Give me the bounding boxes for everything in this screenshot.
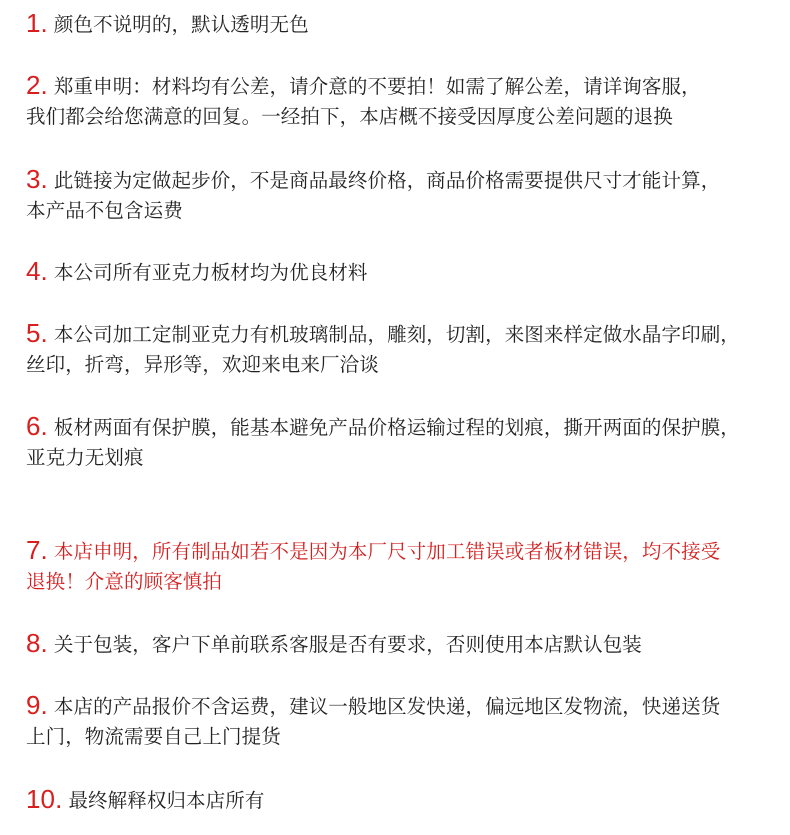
notice-line-continued: 丝印，折弯，异形等，欢迎来电来厂洽谈: [26, 353, 379, 376]
notice-item-2: [26, 70, 784, 132]
notice-line-continued: 亚克力无划痕: [26, 446, 144, 469]
notice-line: [26, 628, 784, 659]
notice-line: [26, 8, 784, 39]
item-text: 本店申明，所有制品如若不是因为本厂尺寸加工错误或者板材错误，均不接受: [53, 540, 721, 563]
notice-item-7: [26, 535, 784, 597]
notice-item-3: [26, 164, 784, 226]
notice-line: [26, 318, 784, 349]
item-text: 本公司加工定制亚克力有机玻璃制品，雕刻，切割，来图来样定做水晶字印刷，: [53, 323, 740, 346]
notice-item-8: [26, 628, 784, 659]
notice-item-1: [26, 8, 784, 39]
notice-line-continued: 本产品不包含运费: [26, 199, 183, 222]
item-text: 颜色不说明的，默认透明无色: [53, 13, 309, 36]
notice-line: [26, 690, 784, 721]
notice-line: [26, 784, 784, 815]
notice-item-5: [26, 318, 784, 380]
item-text: 板材两面有保护膜，能基本避免产品价格运输过程的划痕，撕开两面的保护膜，: [53, 416, 740, 439]
item-number: 5.: [26, 318, 48, 348]
item-text: 本店的产品报价不含运费，建议一般地区发快递，偏远地区发物流，快递送货: [53, 695, 721, 718]
item-text: 最终解释权归本店所有: [68, 789, 265, 812]
notice-item-9: [26, 690, 784, 752]
item-text: 郑重申明：材料均有公差，请介意的不要拍！如需了解公差，请详询客服，: [53, 75, 701, 98]
notice-line: [26, 411, 784, 442]
notice-line: [26, 70, 784, 101]
item-number: 4.: [26, 256, 48, 286]
item-number: 9.: [26, 690, 48, 720]
notice-line: [26, 164, 784, 195]
item-text: 此链接为定做起步价，不是商品最终价格，商品价格需要提供尺寸才能计算，: [53, 169, 721, 192]
item-text: 关于包装，客户下单前联系客服是否有要求，否则使用本店默认包装: [53, 633, 642, 656]
notice-line-continued: 退换！介意的顾客慎拍: [26, 570, 223, 593]
item-number: 6.: [26, 411, 48, 441]
item-number: 7.: [26, 535, 48, 565]
item-text: 本公司所有亚克力板材均为优良材料: [53, 261, 368, 284]
notice-item-10: [26, 784, 784, 815]
notice-item-4: [26, 256, 784, 287]
notice-line: [26, 256, 784, 287]
item-number: 3.: [26, 164, 48, 194]
notice-line-continued: 我们都会给您满意的回复。一经拍下，本店概不接受因厚度公差问题的退换: [26, 105, 673, 128]
notice-line-continued: 上门，物流需要自己上门提货: [26, 725, 281, 748]
notice-item-6: [26, 411, 784, 473]
item-number: 2.: [26, 70, 48, 100]
item-number: 10.: [26, 784, 63, 814]
item-number: 1.: [26, 8, 48, 38]
item-number: 8.: [26, 628, 48, 658]
notice-line: [26, 535, 784, 566]
